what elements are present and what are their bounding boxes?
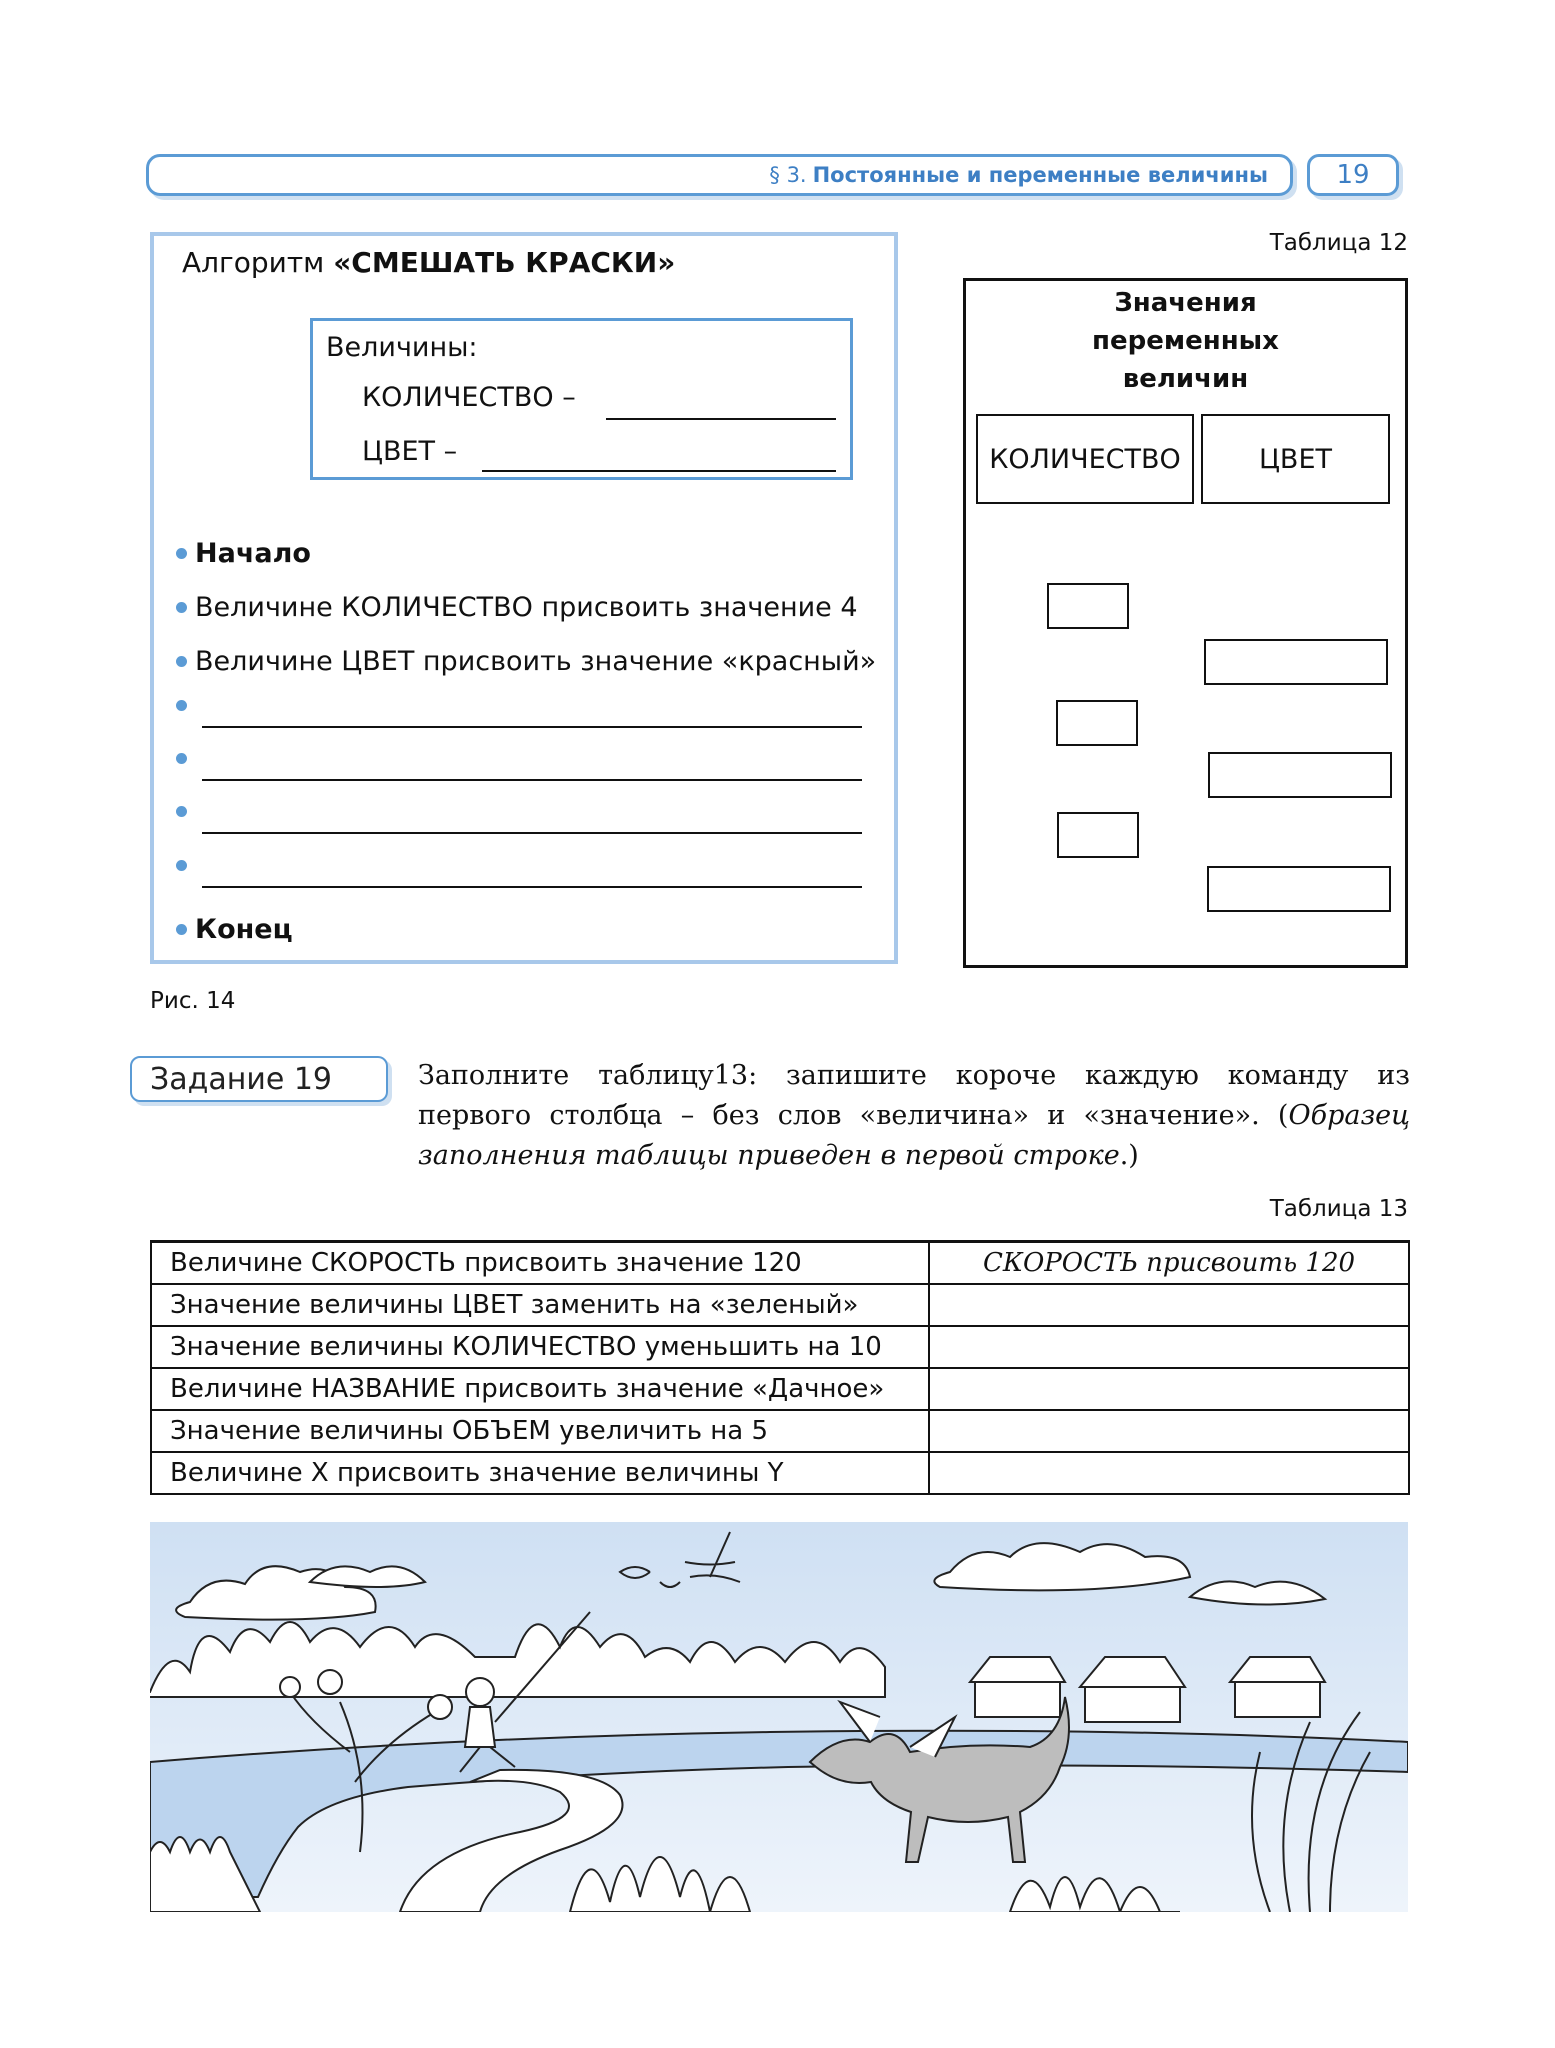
table-row (151, 1242, 1409, 1285)
table-12-heading: Значения переменных величин (1092, 288, 1279, 394)
bullet-icon (176, 602, 187, 613)
bullet-icon (176, 753, 187, 764)
command-cell: Величине СКОРОСТЬ присвоить значение 120 (151, 1242, 929, 1285)
table-13 (150, 1240, 1410, 1495)
bullet-icon (176, 806, 187, 817)
figure-caption: Рис. 14 (150, 988, 236, 1014)
column-color: ЦВЕТ (1201, 414, 1390, 504)
landscape-illustration (150, 1522, 1408, 1912)
short-command-cell[interactable] (929, 1452, 1409, 1494)
table-row (151, 1326, 1409, 1368)
table-row (151, 1410, 1409, 1452)
color-value-box-3[interactable] (1207, 866, 1391, 912)
command-cell: Величине НАЗВАНИЕ присвоить значение «Дачное» (151, 1368, 929, 1410)
table-row (151, 1452, 1409, 1494)
blank-line-color[interactable] (482, 470, 836, 472)
command-cell: Значение величины ЦВЕТ заменить на «зеленый» (151, 1284, 929, 1326)
quantity-value-box-3[interactable] (1057, 812, 1139, 858)
task-19-text: Заполните таблицу13: запишите короче каждую команду из первого столбца – без слов «величина» и «значение». (Образец заполнения таблицы приведен в первой строке.) (418, 1060, 1410, 1171)
blank-line-quantity[interactable] (606, 418, 836, 420)
bullet-icon (176, 700, 187, 711)
section-title: Постоянные и переменные величины (812, 163, 1268, 187)
value-row-quantity: КОЛИЧЕСТВО – (362, 382, 576, 413)
column-quantity: КОЛИЧЕСТВО (976, 414, 1194, 504)
command-cell: Величине X присвоить значение величины Y (151, 1452, 929, 1494)
blank-step-line-4[interactable] (202, 886, 862, 888)
color-value-box-2[interactable] (1208, 752, 1392, 798)
table-row (151, 1368, 1409, 1410)
algorithm-title: Алгоритм «СМЕШАТЬ КРАСКИ» (182, 246, 676, 279)
step-blank-3 (176, 806, 195, 817)
command-cell: Значение величины ОБЪЕМ увеличить на 5 (151, 1410, 929, 1452)
houses (970, 1657, 1325, 1722)
blank-step-line-1[interactable] (202, 726, 862, 728)
value-row-color: ЦВЕТ – (362, 436, 458, 467)
quantity-value-box-1[interactable] (1047, 583, 1129, 629)
page-number: 19 (1307, 154, 1399, 196)
section-number: § 3. (769, 163, 807, 187)
short-command-cell[interactable] (929, 1410, 1409, 1452)
short-command-cell[interactable] (929, 1284, 1409, 1326)
table-13-label: Таблица 13 (1269, 1196, 1408, 1222)
step-end: Конец (176, 914, 293, 945)
bullet-icon (176, 656, 187, 667)
step-start: Начало (176, 538, 311, 569)
short-command-cell[interactable] (929, 1326, 1409, 1368)
color-value-box-1[interactable] (1204, 639, 1388, 685)
quantity-value-box-2[interactable] (1056, 700, 1138, 746)
blank-step-line-2[interactable] (202, 779, 862, 781)
bullet-icon (176, 860, 187, 871)
step-assign-color: Величине ЦВЕТ присвоить значение «красный» (176, 646, 876, 677)
short-command-cell[interactable] (929, 1368, 1409, 1410)
section-header (146, 154, 1293, 196)
task-19-label: Задание 19 (130, 1056, 388, 1102)
step-blank-4 (176, 860, 195, 871)
bullet-icon (176, 924, 187, 935)
short-command-cell: СКОРОСТЬ присвоить 120 (929, 1242, 1409, 1285)
table-12-label: Таблица 12 (1269, 230, 1408, 256)
table-row (151, 1284, 1409, 1326)
step-blank-1 (176, 700, 195, 711)
bullet-icon (176, 548, 187, 559)
values-heading: Величины: (326, 332, 478, 363)
step-blank-2 (176, 753, 195, 764)
step-assign-quantity: Величине КОЛИЧЕСТВО присвоить значение 4 (176, 592, 858, 623)
blank-step-line-3[interactable] (202, 832, 862, 834)
command-cell: Значение величины КОЛИЧЕСТВО уменьшить на 10 (151, 1326, 929, 1368)
